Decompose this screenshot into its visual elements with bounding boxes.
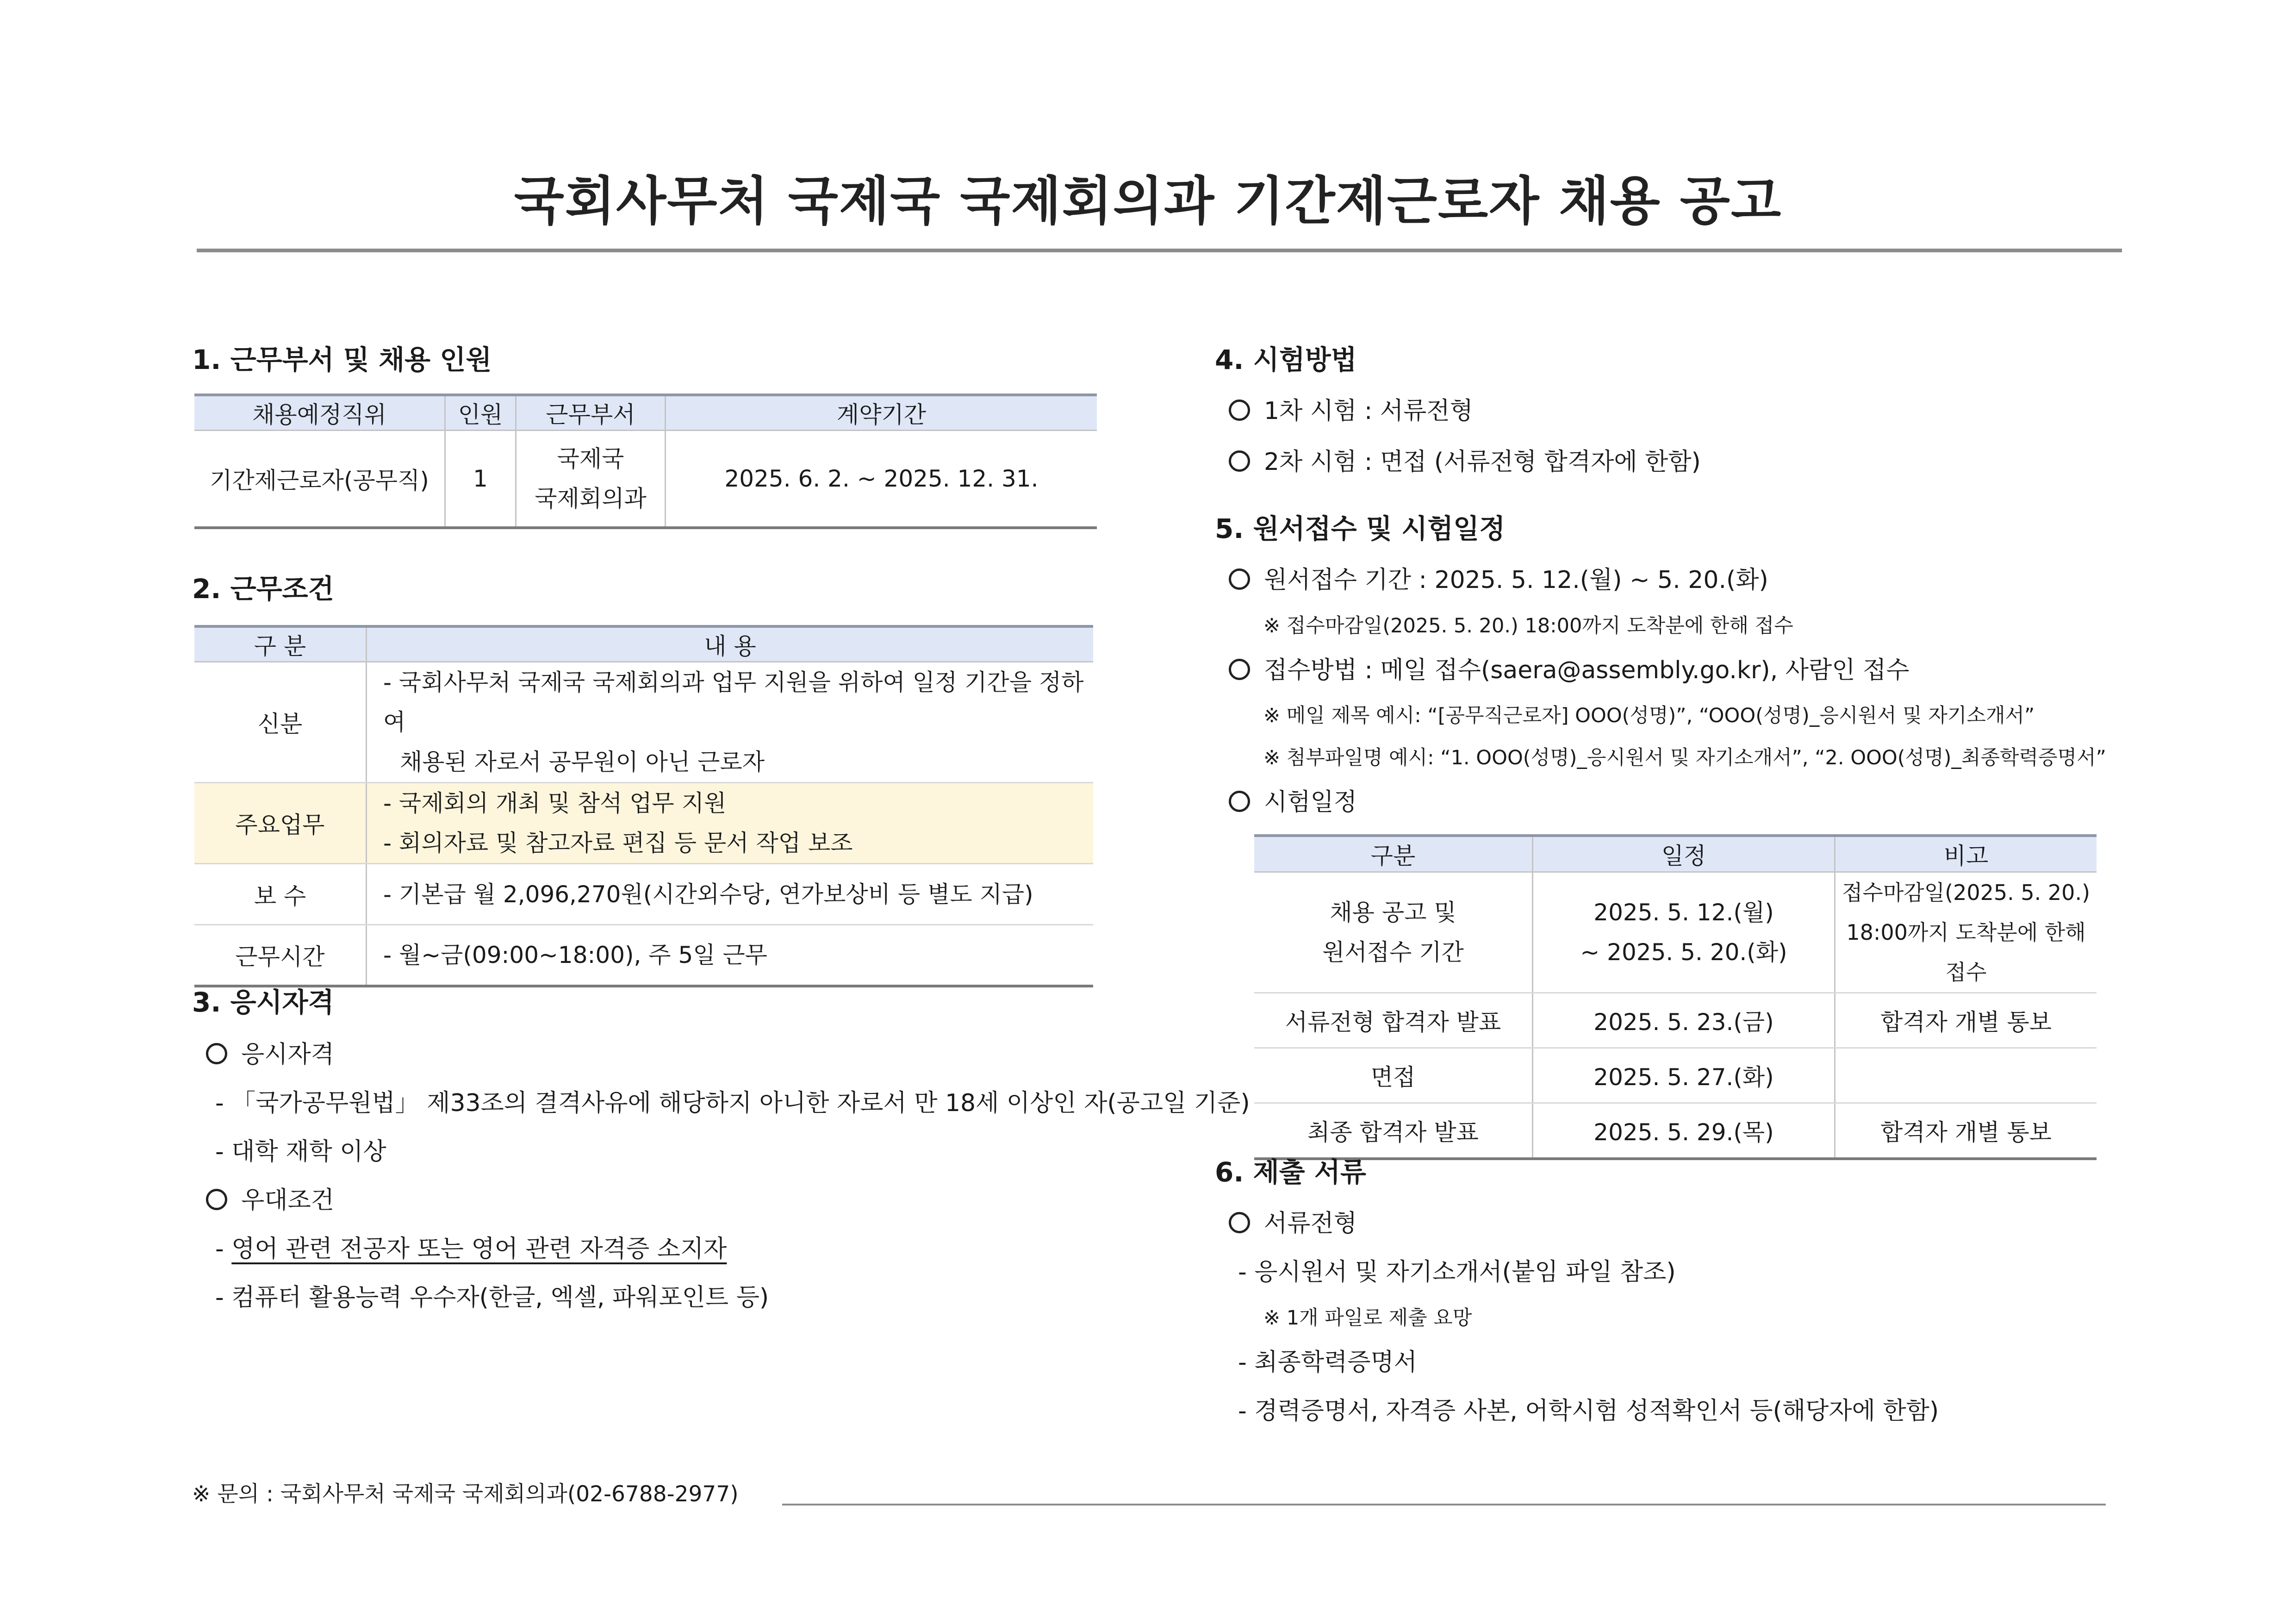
schedule-row-2-stage: 서류전형 합격자 발표 — [1254, 993, 1533, 1048]
sec4-heading: 4. 시험방법 — [1215, 344, 1357, 375]
preference-item-2: - 컴퓨터 활용능력 우수자(한글, 엑셀, 파워포인트 등) — [215, 1284, 769, 1312]
circle-bullet-icon — [206, 1043, 227, 1064]
footer-divider — [782, 1504, 2106, 1505]
date-line1: 2025. 5. 12.(월) — [1593, 899, 1774, 926]
row-label-duties: 주요업무 — [194, 783, 367, 864]
sec1-heading: 1. 근무부서 및 채용 인원 — [192, 344, 492, 375]
qualification-subheading — [206, 1035, 334, 1069]
row-label-pay: 보 수 — [194, 864, 367, 925]
exam-item-2 — [1229, 442, 1701, 477]
schedule-row-2-date: 2025. 5. 23.(금) — [1533, 993, 1835, 1048]
row-label-hours: 근무시간 — [194, 925, 367, 986]
staffing-table — [194, 394, 1097, 529]
col-header-count: 인원 — [445, 395, 516, 431]
col-header-position: 채용예정직위 — [194, 395, 445, 431]
duties-line2: - 회의자료 및 참고자료 편집 등 문서 작업 보조 — [383, 830, 853, 856]
circle-bullet-icon — [1229, 400, 1250, 421]
email-subject-note: ※ 메일 제목 예시: “[공무직근로자] OOO(성명)”, “OOO(성명)_응시원서 및 자기소개서” — [1263, 704, 2035, 727]
count-cell: 1 — [445, 431, 516, 528]
sec6-heading: 6. 제출 서류 — [1215, 1156, 1366, 1188]
stage-line2: 원서접수 기간 — [1322, 939, 1464, 966]
date-line2: ~ 2025. 5. 20.(화) — [1580, 939, 1787, 966]
stage-line1: 채용 공고 및 — [1330, 899, 1456, 926]
circle-bullet-icon — [1229, 450, 1250, 472]
dept-line1: 국제국 — [557, 445, 624, 472]
remark-line1: 접수마감일(2025. 5. 20.) — [1842, 880, 2091, 905]
col-header-period: 계약기간 — [666, 395, 1097, 431]
circle-bullet-icon — [1229, 1212, 1250, 1233]
schedule-row-4-remark: 합격자 개별 통보 — [1835, 1103, 2097, 1159]
col-header-stage: 구분 — [1254, 836, 1533, 872]
document-item-3: - 경력증명서, 자격증 사본, 어학시험 성적확인서 등(해당자에 한함) — [1238, 1397, 1939, 1425]
single-file-note: ※ 1개 파일로 제출 요망 — [1263, 1306, 1472, 1330]
schedule-row-1-stage — [1254, 872, 1533, 993]
schedule-row-3-remark — [1835, 1048, 2097, 1103]
col-header-remark: 비고 — [1835, 836, 2097, 872]
document-item-2: - 최종학력증명서 — [1238, 1349, 1417, 1376]
col-header-date: 일정 — [1533, 836, 1835, 872]
schedule-row-2-remark: 합격자 개별 통보 — [1835, 993, 2097, 1048]
schedule-row-4-date: 2025. 5. 29.(목) — [1533, 1103, 1835, 1159]
row-content-pay: - 기본급 월 2,096,270원(시간외수당, 연가보상비 등 별도 지급) — [367, 864, 1094, 925]
page-title: 국회사무처 국제국 국제회의과 기간제근로자 채용 공고 — [514, 171, 1782, 231]
period-cell: 2025. 6. 2. ~ 2025. 12. 31. — [666, 431, 1097, 528]
row-content-hours: - 월~금(09:00~18:00), 주 5일 근무 — [367, 925, 1094, 986]
schedule-row-1-date — [1533, 872, 1835, 993]
sec3-heading: 3. 응시자격 — [192, 987, 334, 1018]
preference-item-1 — [215, 1229, 727, 1264]
exam-item-2-text: 2차 시험 : 면접 (서류전형 합격자에 한함) — [1264, 448, 1701, 476]
duties-line1: - 국제회의 개최 및 참석 업무 지원 — [383, 790, 727, 817]
preference-subheading — [206, 1181, 334, 1215]
row-content-status — [367, 662, 1094, 783]
row-content-duties — [367, 783, 1094, 864]
circle-bullet-icon — [1229, 791, 1250, 812]
circle-bullet-icon — [1229, 568, 1250, 590]
dept-line2: 국제회의과 — [535, 485, 647, 512]
documents-label: 서류전형 — [1264, 1210, 1357, 1237]
application-method — [1229, 650, 1909, 685]
document-item-1: - 응시원서 및 자기소개서(붙임 파일 참조) — [1238, 1258, 1676, 1286]
application-period-text: 원서접수 기간 : 2025. 5. 12.(월) ~ 5. 20.(화) — [1264, 566, 1768, 594]
position-cell: 기간제근로자(공무직) — [210, 467, 429, 494]
exam-item-1 — [1229, 391, 1473, 426]
remark-line2: 18:00까지 도착분에 한해 접수 — [1846, 920, 2086, 985]
sec2-heading: 2. 근무조건 — [192, 573, 334, 605]
deadline-note: ※ 접수마감일(2025. 5. 20.) 18:00까지 도착분에 한해 접수 — [1263, 614, 1793, 637]
sec5-heading: 5. 원서접수 및 시험일정 — [1215, 513, 1506, 544]
exam-item-1-text: 1차 시험 : 서류전형 — [1264, 397, 1473, 425]
dept-cell — [516, 431, 666, 528]
preference-item-1-text: 영어 관련 전공자 또는 영어 관련 자격증 소지자 — [231, 1235, 727, 1263]
circle-bullet-icon — [206, 1189, 227, 1210]
schedule-label: 시험일정 — [1264, 788, 1357, 816]
attachment-name-note: ※ 첨부파일명 예시: “1. OOO(성명)_응시원서 및 자기소개서”, “2. OOO(성명)_최종학력증명서” — [1263, 746, 2106, 769]
application-period — [1229, 560, 1768, 595]
qualification-item-2: - 대학 재학 이상 — [215, 1138, 386, 1166]
preference-dash: - — [215, 1235, 232, 1263]
col-header-dept: 근무부서 — [516, 395, 666, 431]
schedule-table — [1254, 834, 2097, 1160]
status-line2: 채용된 자로서 공무원이 아닌 근로자 — [400, 749, 765, 775]
circle-bullet-icon — [1229, 659, 1250, 680]
col-header-category: 구 분 — [194, 626, 367, 662]
col-header-content: 내 용 — [367, 626, 1094, 662]
documents-subheading — [1229, 1204, 1357, 1238]
schedule-row-3-date: 2025. 5. 27.(화) — [1533, 1048, 1835, 1103]
qualification-item-1: - 「국가공무원법」 제33조의 결격사유에 해당하지 아니한 자로서 만 18세 이상인 자(공고일 기준) — [215, 1089, 1250, 1117]
contact-footer: ※ 문의 : 국회사무처 국제국 국제회의과(02-6788-2977) — [192, 1481, 739, 1507]
schedule-row-4-stage: 최종 합격자 발표 — [1254, 1103, 1533, 1159]
preference-label: 우대조건 — [241, 1187, 334, 1214]
conditions-table — [194, 625, 1093, 987]
schedule-subheading — [1229, 782, 1357, 817]
row-label-status: 신분 — [194, 662, 367, 783]
qualification-label: 응시자격 — [241, 1041, 334, 1068]
schedule-row-3-stage: 면접 — [1254, 1048, 1533, 1103]
schedule-row-1-remark — [1835, 872, 2097, 993]
application-method-text: 접수방법 : 메일 접수(saera@assembly.go.kr), 사람인 접수 — [1264, 656, 1910, 684]
status-line1: - 국회사무처 국제국 국제회의과 업무 지원을 위하여 일정 기간을 정하여 — [383, 669, 1084, 736]
title-divider — [197, 249, 2122, 252]
